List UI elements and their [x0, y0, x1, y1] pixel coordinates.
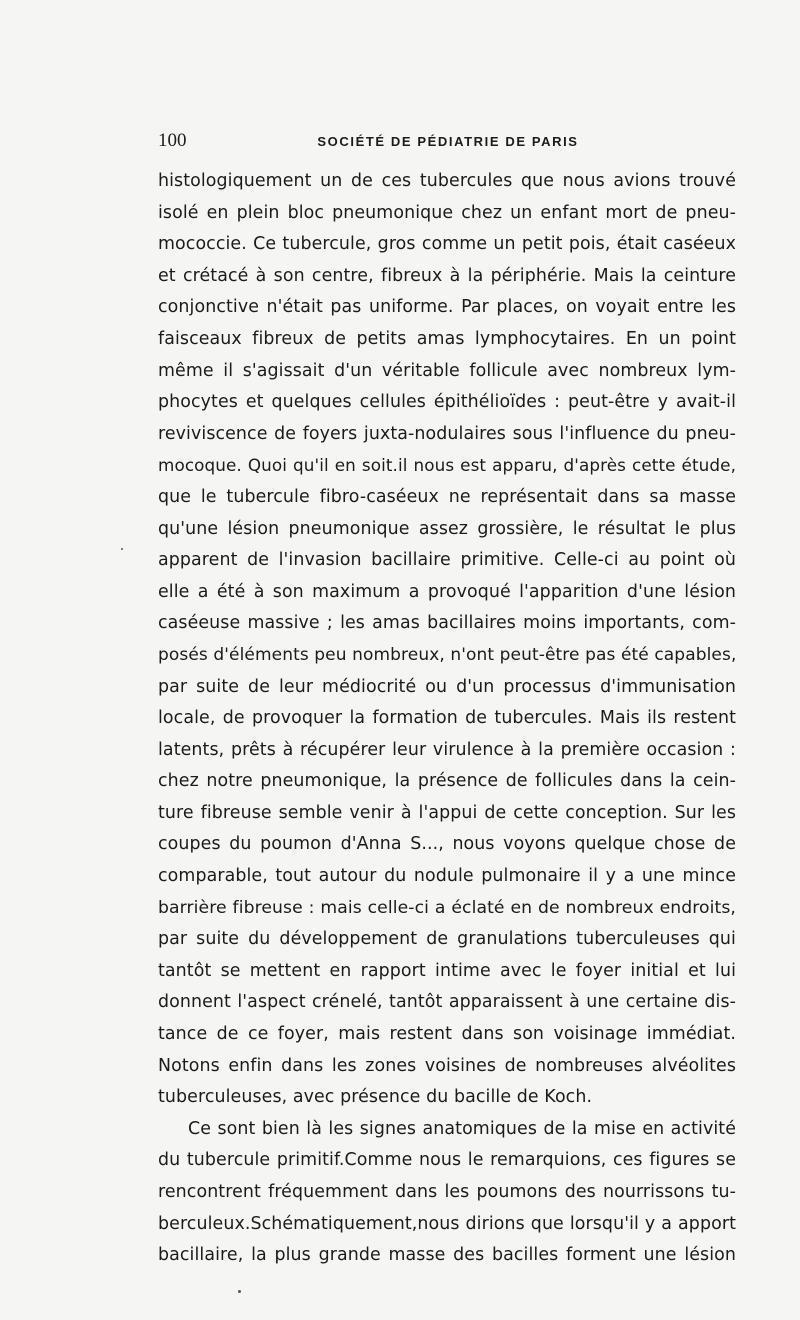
text-line: bacillaire, la plus grande masse des bacilles forment une lésion: [158, 1245, 736, 1266]
text-line: et crétacé à son centre, fibreux à la périphérie. Mais la ceinture: [158, 265, 736, 286]
text-line: ture fibreuse semble venir à l'appui de cette conception. Sur les: [158, 802, 736, 823]
text-line: même il s'agissait d'un véritable follicule avec nombreux lym-: [158, 360, 736, 381]
text-line: conjonctive n'était pas uniforme. Par places, on voyait entre les: [158, 297, 736, 318]
text-line: mococcie. Ce tubercule, gros comme un petit pois, était caséeux: [158, 234, 736, 255]
running-head: [158, 130, 738, 156]
text-line: coupes du poumon d'Anna S..., nous voyons quelque chose de: [158, 834, 736, 855]
text-line: tuberculeuses, avec présence du bacille de Koch.: [158, 1087, 593, 1108]
text-line: barrière fibreuse : mais celle-ci a éclaté en de nombreux endroits,: [158, 897, 736, 918]
text-line: faisceaux fibreux de petits amas lymphocytaires. En un point: [158, 328, 736, 349]
text-line: donnent l'aspect crénelé, tantôt apparaissent à une certaine dis-: [158, 992, 736, 1013]
text-line: Ce sont bien là les signes anatomiques de la mise en activité: [188, 1118, 736, 1139]
text-line: caséeuse massive ; les amas bacillaires moins importants, com-: [158, 613, 736, 634]
body-text: [158, 166, 736, 1272]
text-line: comparable, tout autour du nodule pulmonaire il y a une mince: [158, 866, 736, 887]
text-line: tantôt se mettent en rapport intime avec le foyer initial et lui: [158, 960, 736, 981]
paper-speck: [238, 1290, 241, 1293]
text-line: apparent de l'invasion bacillaire primitive. Celle-ci au point où: [158, 550, 736, 571]
text-line: par suite de leur médiocrité ou d'un processus d'immunisation: [158, 676, 736, 697]
text-line: latents, prêts à récupérer leur virulence à la première occasion :: [158, 739, 736, 760]
text-line: elle a été à son maximum a provoqué l'apparition d'une lésion: [158, 581, 736, 602]
text-line: locale, de provoquer la formation de tubercules. Mais ils restent: [158, 708, 736, 729]
text-line: reviviscence de foyers juxta-nodulaires sous l'influence du pneu-: [158, 423, 736, 444]
text-line: Notons enfin dans les zones voisines de nombreuses alvéolites: [158, 1055, 736, 1076]
text-line: berculeux.Schématiquement,nous dirions que lorsqu'il y a apport: [158, 1213, 736, 1234]
text-line: par suite du développement de granulations tuberculeuses qui: [158, 929, 736, 950]
text-line: posés d'éléments peu nombreux, n'ont peut-être pas été capables,: [158, 644, 737, 665]
text-line: rencontrent fréquemment dans les poumons des nourrissons tu-: [158, 1182, 736, 1202]
text-line: qu'une lésion pneumonique assez grossière, le résultat le plus: [158, 518, 736, 539]
text-line: que le tubercule fibro-caséeux ne représentait dans sa masse: [158, 486, 736, 507]
text-line: tance de ce foyer, mais restent dans son voisinage immédiat.: [158, 1024, 736, 1045]
paper-speck: [121, 548, 123, 550]
text-line: chez notre pneumonique, la présence de follicules dans la cein-: [158, 771, 736, 792]
text-line: histologiquement un de ces tubercules que nous avions trouvé: [158, 171, 736, 191]
text-line: mocoque. Quoi qu'il en soit.il nous est apparu, d'après cette étude,: [158, 455, 736, 476]
text-line: isolé en plein bloc pneumonique chez un enfant mort de pneu-: [158, 202, 736, 223]
running-title: SOCIÉTÉ DE PÉDIATRIE DE PARIS: [317, 134, 579, 149]
text-line: phocytes et quelques cellules épithélioïdes : peut-être y avait-il: [158, 392, 736, 413]
page-number: 100: [158, 130, 187, 151]
text-line: du tubercule primitif.Comme nous le remarquions, ces figures se: [158, 1150, 736, 1171]
